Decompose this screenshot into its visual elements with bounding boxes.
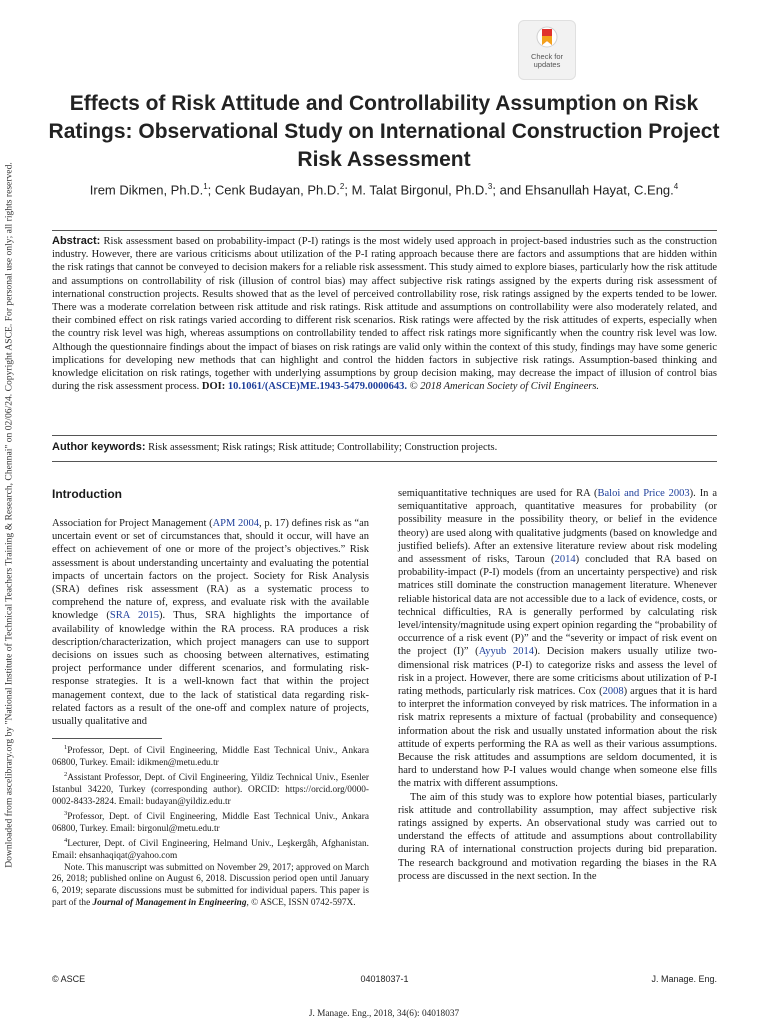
author-affiliation-mark: 2 xyxy=(339,182,345,191)
doi-label: DOI: xyxy=(201,381,226,393)
affiliation-footnote xyxy=(52,808,369,835)
citation-link[interactable]: 2014 xyxy=(554,554,576,566)
abstract-top-rule xyxy=(52,230,717,231)
intro-left-column xyxy=(52,517,369,728)
footer-journal: J. Manage. Eng. xyxy=(651,974,717,984)
author-name: Cenk Budayan, Ph.D. xyxy=(214,182,340,198)
check-for-updates-badge[interactable] xyxy=(518,20,576,80)
page-footer xyxy=(52,974,717,988)
author-affiliation-mark: 4 xyxy=(673,182,679,191)
intro-right-column xyxy=(398,487,717,883)
footnote-rule xyxy=(52,738,162,739)
paragraph xyxy=(398,791,717,883)
check-for-updates-icon xyxy=(536,26,558,52)
badge-line-2: updates xyxy=(533,60,561,69)
body-text: ) argues that it is hard to interpret the information conveyed by risk matrices. The information in a risk matrix represents a mixture of factual (probability and consequence) information about the risk and usually unstated information about the risk attitude of experts performing the RA as well as their various assumptions. Because the risk attitudes and assumptions are seldom documented, it is hard to understand how P-I values would change when someone else fills the matrix with different assumptions. xyxy=(398,686,717,790)
citation-link[interactable]: Ayyub 2014 xyxy=(478,646,534,658)
abstract-copyright: © 2018 American Society of Civil Engineers. xyxy=(409,381,600,393)
affiliation-footnote xyxy=(52,742,369,769)
author-name: Ehsanullah Hayat, C.Eng. xyxy=(524,182,674,198)
citation-link[interactable]: SRA 2015 xyxy=(109,610,160,622)
affiliation-footnote xyxy=(52,769,369,808)
footnote-mark: 4 xyxy=(64,837,68,845)
body-text: semiquantitative techniques are used for RA ( xyxy=(398,488,598,499)
body-text: ). Thus, SRA highlights the importance of availability of knowledge within the RA process. RA produces a risk description/characterization, which project managers can use to support decisions on issues such as choosing between alternatives, estimating project performance under different scenarios, and formulating risk-response strategies. It is a well-known fact that within the project management context, due to the lack of statistical data regarding risk-related factors as a result of the one-off and complex nature of projects, usually qualitative and xyxy=(52,610,369,728)
body-text: , p. 17) defines risk as “an uncertain event or set of circumstances that, should it occur, will have an effect on achievement of one or more of the project’s objectives.” Risk assessment is about understanding uncertainty and evaluating the potential impacts of uncertain factors on the project. Society for Risk Analysis (SRA) defines risk assessment (RA) as a systematic process to comprehend the nature of, express, and evaluate risk with the available knowledge ( xyxy=(52,518,370,622)
doi-link[interactable]: 10.1061/(ASCE)ME.1943-5479.0000643. xyxy=(227,381,407,393)
affiliation-footnote xyxy=(52,835,369,862)
footer-article-number: 04018037-1 xyxy=(360,974,409,984)
footnote-text: Professor, Dept. of Civil Engineering, Middle East Technical Univ., Ankara 06800, Turkey. Email: birgonul@metu.edu.tr xyxy=(52,812,369,834)
section-heading-introduction: Introduction xyxy=(52,487,122,501)
paragraph xyxy=(398,487,717,791)
badge-line-1: Check for xyxy=(530,52,564,61)
author-keywords xyxy=(52,441,717,453)
author-name: M. Talat Birgonul, Ph.D. xyxy=(351,182,488,198)
citation-link[interactable]: Baloi and Price 2003 xyxy=(597,488,690,499)
note-text: , © ASCE, ISSN 0742-597X. xyxy=(246,897,356,908)
author-list xyxy=(40,182,728,197)
author-separator: ; and xyxy=(492,182,525,198)
citation-link[interactable]: 2008 xyxy=(602,686,624,698)
citation-link[interactable]: APM 2004 xyxy=(212,518,260,529)
body-text: The aim of this study was to explore how potential biases, particularly risk attitude and controllability assumption, may affect subjective risk ratings assigned by experts. An observational study was carried out to understand the effects of attitude and assumptions about controllability during RA of international construction projects during bid preparation. The research background and motivation regarding the biases in the RA process are discussed in the next section. In the xyxy=(398,791,717,882)
footnote-text: Assistant Professor, Dept. of Civil Engineering, Yildiz Technical Univ., Esenler Istanbul 34220, Turkey (corresponding author). ORCID: https://orcid.org/0000-0002-8433-2824. Email: budayan@yildiz.edu.tr xyxy=(52,773,369,807)
author-separator: ; xyxy=(207,182,215,198)
footnote-text: Lecturer, Dept. of Civil Engineering, Helmand Univ., Leşkergâh, Afghanistan. Email: ehsanhaqiqat@yahoo.com xyxy=(52,839,369,862)
abstract-label: Abstract: xyxy=(52,235,101,247)
footnote-mark: 1 xyxy=(64,744,68,751)
download-notice xyxy=(2,130,16,900)
abstract xyxy=(52,235,717,393)
body-text: ) concluded that RA based on probability-impact (P-I) models (from an uncertainty perspective) and risk matrices still dominate the construction management literature. Whenever reliable historical data are not accessible due to a lack of evidence, costs, or technical difficulties, RA is generally performed by calculating risk level/intensity/magnitude using expert opinion regarding the “probability of occurrence of a risk event (P)” and the “severity or impact of risk event on the project (I)” ( xyxy=(398,554,717,658)
download-notice-text: Downloaded from ascelibrary.org by "National Institute of Technical Teachers Training & Research, Chennai" on 02/06/24. Copyright ASCE. For personal use only; all rights reserved. xyxy=(3,162,15,868)
footnote-mark: 2 xyxy=(64,771,68,779)
footnote-mark: 3 xyxy=(64,810,68,818)
keywords-bottom-rule xyxy=(52,461,717,462)
footer-copyright: © ASCE xyxy=(52,974,86,984)
author-separator: ; xyxy=(344,182,352,198)
submission-note xyxy=(52,863,369,909)
footnotes xyxy=(52,742,369,909)
keywords-text: Risk assessment; Risk ratings; Risk attitude; Controllability; Construction projects. xyxy=(148,442,498,453)
author-affiliation-mark: 3 xyxy=(487,182,493,191)
author-affiliation-mark: 1 xyxy=(203,182,208,191)
abstract-text: Risk assessment based on probability-impact (P-I) ratings is the most widely used approach in project-based industries such as the construction industry. However, there are various criticisms about utilization of the P-I rating approach because there are factors and assumptions that are hidden within the risk ratings that cannot be conveyed to decision makers for a reliable risk assessment. This study aimed to explore biases, particularly how the risk attitude and assumptions on controllability of risk (illusion of control bias) may affect subjective risk ratings assigned by the experts during risk assessment of international construction projects. Results showed that as the level of perceived controllability rose, risk ratings assigned by the experts tended to be lower. There was a moderate correlation between risk attitude and risk ratings. Risk attitude and assumptions on controllability were also moderately related, and their combined effect on risk ratings varied according to different risk scenarios. Risk ratings were affected by the risk attitudes of experts, especially when the country risk level was high, whereas assumptions on controllability tended to affect risk ratings more significantly when the country risk level was low. Although the questionnaire findings about the impact of biases on risk ratings are valid only within the context of this study, findings may have some generic implications for developing new methods that can highlight and control the hidden factors in subjective risk ratings. Assumption-based thinking and knowledge elicitation on risk ratings, together with underlying assumptions by group decision making, may decrease the impact of illusion of control bias during the risk assessment process. xyxy=(52,236,717,393)
bottom-citation: J. Manage. Eng., 2018, 34(6): 04018037 xyxy=(308,1009,460,1019)
paper-title: Effects of Risk Attitude and Controllability Assumption on Risk Ratings: Observational Study on International Construction Project Risk Assessment xyxy=(48,92,720,171)
body-text: ). In a semiquantitative approach, quantitative measures for probability (or possibility measure in the possibility theory, or belief in the evidence theory) are used along with qualitative judgments (based on knowledge and justified beliefs). After an extensive literature review about risk modeling and assessment of risks, Taroun ( xyxy=(398,488,717,566)
keywords-rule xyxy=(52,435,717,436)
keywords-label: Author keywords: xyxy=(52,441,146,453)
body-text: Association for Project Management ( xyxy=(52,518,213,529)
footnote-text: Professor, Dept. of Civil Engineering, Middle East Technical Univ., Ankara 06800, Turkey. Email: idikmen@metu.edu.tr xyxy=(52,746,369,768)
journal-name: Journal of Management in Engineering xyxy=(92,897,247,908)
author-name: Irem Dikmen, Ph.D. xyxy=(89,182,204,198)
body-text: ). Decision makers usually utilize two-dimensional risk matrices (P-I) to categorize risks and assess the level of risk in a project. However, there are some criticisms about utilization of P-I rating methods, particularly risk matrices. Cox ( xyxy=(398,646,717,698)
note-text: Note. This manuscript was submitted on November 29, 2017; approved on March 26, 2018; published online on August 6, 2018. Discussion period open until January 6, 2019; separate discussions must be submitted for individual papers. This paper is part of the xyxy=(52,862,369,908)
